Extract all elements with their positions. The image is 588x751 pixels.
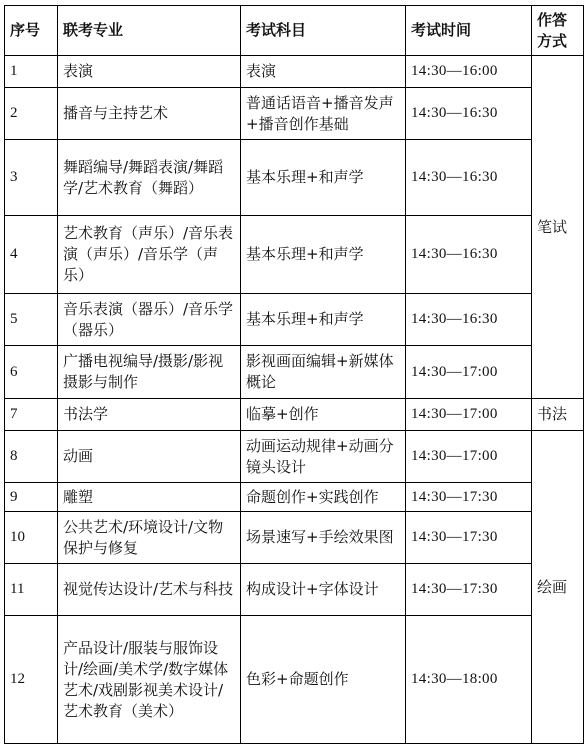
- row-time: 14:30—16:30: [406, 88, 532, 140]
- row-no: 7: [5, 399, 58, 431]
- mode-written: 笔试: [532, 56, 584, 399]
- row-no: 1: [5, 56, 58, 88]
- row-major: 公共艺术/环境设计/文物保护与修复: [58, 512, 241, 564]
- row-time: 14:30—18:00: [406, 616, 532, 744]
- row-time: 14:30—17:30: [406, 483, 532, 512]
- row-no: 4: [5, 216, 58, 294]
- row-subject: 表演: [241, 56, 406, 88]
- table-row: [5, 346, 584, 399]
- row-major: 产品设计/服装与服饰设计/绘画/美术学/数字媒体艺术/戏剧影视美术设计/艺术教育（美术）: [58, 616, 241, 744]
- row-no: 3: [5, 140, 58, 216]
- row-subject: 普通话语音+播音发声+播音创作基础: [241, 88, 406, 140]
- row-no: 6: [5, 346, 58, 399]
- row-subject: 临摹+创作: [241, 399, 406, 431]
- header-mode: 作答方式: [532, 6, 584, 56]
- row-major: 音乐表演（器乐）/音乐学（器乐）: [58, 294, 241, 346]
- row-time: 14:30—16:00: [406, 56, 532, 88]
- header-major: 联考专业: [58, 6, 241, 56]
- header-no: 序号: [5, 6, 58, 56]
- table-row: [5, 88, 584, 140]
- table-row: [5, 431, 584, 483]
- header-time: 考试时间: [406, 6, 532, 56]
- row-time: 14:30—17:00: [406, 399, 532, 431]
- mode-calligraphy: 书法: [532, 399, 584, 431]
- table-row: [5, 616, 584, 744]
- header-subject: 考试科目: [241, 6, 406, 56]
- row-subject: 场景速写+手绘效果图: [241, 512, 406, 564]
- row-major: 舞蹈编导/舞蹈表演/舞蹈学/艺术教育（舞蹈）: [58, 140, 241, 216]
- row-major: 播音与主持艺术: [58, 88, 241, 140]
- row-time: 14:30—17:00: [406, 346, 532, 399]
- header-row: [5, 6, 584, 56]
- mode-painting: 绘画: [532, 431, 584, 744]
- table-row: [5, 56, 584, 88]
- row-time: 14:30—16:30: [406, 140, 532, 216]
- row-major: 雕塑: [58, 483, 241, 512]
- row-time: 14:30—17:30: [406, 512, 532, 564]
- row-subject: 命题创作+实践创作: [241, 483, 406, 512]
- row-major: 表演: [58, 56, 241, 88]
- table-row: [5, 140, 584, 216]
- table-row: [5, 512, 584, 564]
- row-major: 视觉传达设计/艺术与科技: [58, 564, 241, 616]
- table-row: [5, 564, 584, 616]
- row-subject: 影视画面编辑+新媒体概论: [241, 346, 406, 399]
- table-row: [5, 216, 584, 294]
- row-major: 广播电视编导/摄影/影视摄影与制作: [58, 346, 241, 399]
- row-no: 11: [5, 564, 58, 616]
- table-row: [5, 483, 584, 512]
- row-no: 10: [5, 512, 58, 564]
- row-time: 14:30—17:00: [406, 431, 532, 483]
- row-subject: 构成设计+字体设计: [241, 564, 406, 616]
- row-major: 艺术教育（声乐）/音乐表演（声乐）/音乐学（声乐）: [58, 216, 241, 294]
- row-major: 动画: [58, 431, 241, 483]
- row-subject: 基本乐理+和声学: [241, 140, 406, 216]
- row-time: 14:30—16:30: [406, 294, 532, 346]
- row-subject: 基本乐理+和声学: [241, 216, 406, 294]
- row-no: 12: [5, 616, 58, 744]
- row-time: 14:30—17:30: [406, 564, 532, 616]
- row-subject: 基本乐理+和声学: [241, 294, 406, 346]
- row-no: 2: [5, 88, 58, 140]
- row-time: 14:30—16:30: [406, 216, 532, 294]
- row-subject: 动画运动规律+动画分镜头设计: [241, 431, 406, 483]
- row-no: 9: [5, 483, 58, 512]
- row-no: 8: [5, 431, 58, 483]
- table-row: [5, 399, 584, 431]
- row-subject: 色彩+命题创作: [241, 616, 406, 744]
- exam-schedule-table: [4, 5, 584, 744]
- table-row: [5, 294, 584, 346]
- row-no: 5: [5, 294, 58, 346]
- row-major: 书法学: [58, 399, 241, 431]
